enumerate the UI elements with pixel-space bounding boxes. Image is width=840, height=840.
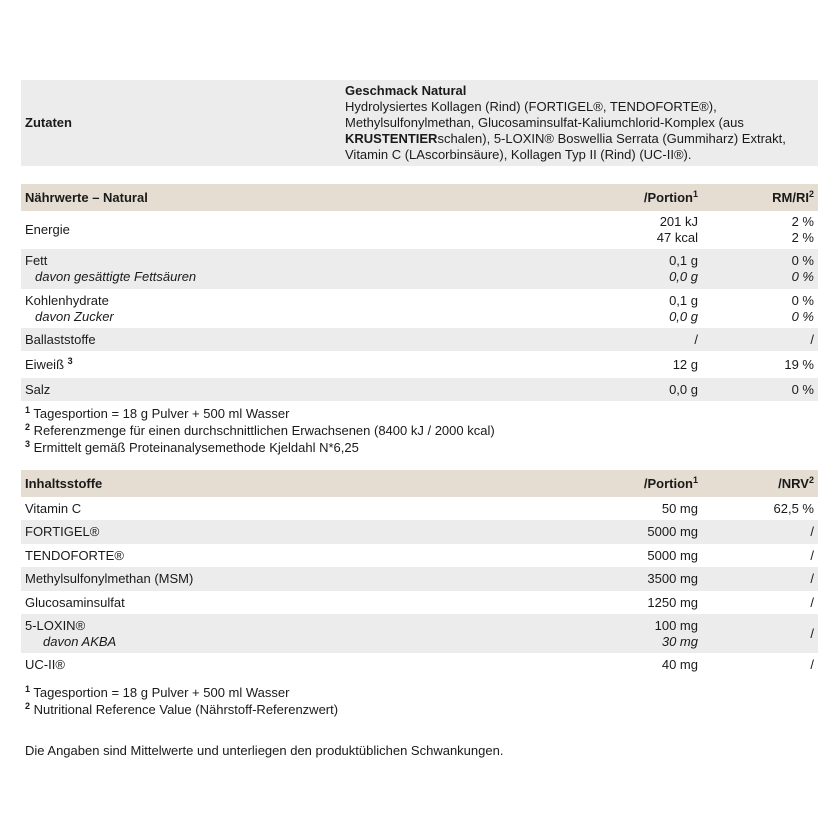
energy-ri: 2 % 2 % [791,214,814,245]
nutrition-header [21,184,818,211]
ingredients-line-4: Vitamin C (LAscorbinsäure), Kollagen Typ II (Rind) (UC-II®). [345,147,692,162]
fat-label: Fett davon gesättigte Fettsäuren [25,253,197,284]
substance-name: Vitamin C [25,500,82,516]
disclaimer: Die Angaben sind Mittelwerte und unterliegen den produktüblichen Schwankungen. [25,743,504,758]
substance-nrv: / [810,524,814,539]
fat-ri: 0 % 0 % [791,253,814,284]
substance-value: 40 mg [661,656,698,672]
substance-row [21,520,818,544]
substances-header-nrv: /NRV$^2$ [778,474,814,491]
nutrition-row-protein [21,351,818,378]
ingredients-line-2: Methylsulfonylmethan, Glucosaminsulfat-Kaliumchlorid-Komplex (aus [345,115,744,130]
allergen-crustacean: KRUSTENTIER [345,131,438,146]
footnote: $^3$ Ermittelt gemäß Proteinanalysemethode Kjeldahl N*6,25 [25,439,359,455]
loxin-value: 100 mg 30 mg [654,617,698,649]
loxin-label: 5-LOXIN® davon AKBA [25,617,117,649]
carbs-value: 0,1 g 0,0 g [669,292,698,324]
substance-name: Methylsulfonylmethan (MSM) [25,571,194,586]
salt-label: Salz [25,381,51,397]
salt-value: 0,0 g [669,381,698,397]
substance-nrv: / [810,547,814,563]
nutrition-row-fiber [21,328,818,351]
nutrition-row-salt [21,378,818,401]
label-sheet [21,80,818,718]
substance-value: 3500 mg [647,571,698,586]
substances-header-portion: /Portion$^1$ [643,474,698,491]
substance-value: 50 mg [661,500,698,516]
nutrition-footnotes [21,401,818,456]
footnote: $^1$ Tagesportion = 18 g Pulver + 500 ml Wasser [25,405,290,421]
footnote: $^2$ Nutritional Reference Value (Nährstoff-Referenzwert) [25,701,339,717]
carbs-ri: 0 % 0 % [791,292,814,324]
ingredients-row [21,80,818,166]
energy-value: 201 kJ 47 kcal [656,214,698,245]
substance-name: UC-II® [25,656,65,672]
substance-row [21,653,818,676]
ingredients-line-3-rest: schalen), 5-LOXIN® Boswellia Serrata (Gummiharz) Extrakt, [437,131,786,146]
substance-row [21,567,818,591]
substance-nrv: 62,5 % [773,500,814,516]
footnote: $^2$ Referenzmenge für einen durchschnittlichen Erwachsenen (8400 kJ / 2000 kcal) [25,422,495,438]
nutrition-header-name: Nährwerte – Natural [25,189,148,205]
protein-label: Eiweiß $^3$ [25,355,73,372]
ingredients-text [345,80,818,166]
substance-row-loxin [21,614,818,653]
ingredients-amount-table [21,470,818,676]
ingredients-label: Zutaten [25,115,72,130]
substances-footnotes [21,676,818,718]
nutrition-row-carbs [21,289,818,328]
energy-label: Energie [25,222,70,237]
substance-nrv: / [810,571,814,586]
nutrition-row-energy [21,211,818,249]
flavor-title: Geschmack Natural [345,83,467,98]
substances-header-name: Inhaltsstoffe [25,475,103,491]
loxin-nrv: / [810,625,814,641]
substances-header [21,470,818,497]
ingredients-table [21,80,818,166]
substance-nrv: / [810,594,814,610]
fat-value: 0,1 g 0,0 g [669,253,698,284]
substance-value: 5000 mg [647,547,698,563]
substance-name: FORTIGEL® [25,524,100,539]
nutrition-row-fat [21,249,818,289]
protein-ri: 19 % [784,356,814,372]
fiber-label: Ballaststoffe [25,331,96,347]
ingredients-line-1: Hydrolysiertes Kollagen (Rind) (FORTIGEL®, TENDOFORTE®), [345,99,717,114]
nutrition-header-ri: $RM/RI^2$ [772,188,814,205]
nutrition-table [21,184,818,401]
substance-value: 1250 mg [647,594,698,610]
footnote: $^1$ Tagesportion = 18 g Pulver + 500 ml Wasser [25,684,290,700]
substance-row [21,544,818,567]
nutrition-header-portion: /Portion$^1$ [643,188,698,205]
protein-value: 12 g [672,356,698,372]
salt-ri: 0 % [791,381,814,397]
carbs-label: Kohlenhydrate davon Zucker [25,292,114,324]
substance-value: 5000 mg [647,524,698,539]
substance-row [21,497,818,520]
substance-row [21,591,818,614]
substance-nrv: / [810,656,814,672]
fiber-value: / [694,331,698,347]
fiber-ri: / [810,331,814,347]
ingredients-line-3 [345,131,814,147]
substance-name: TENDOFORTE® [25,547,124,563]
substance-name: Glucosaminsulfat [25,594,125,610]
